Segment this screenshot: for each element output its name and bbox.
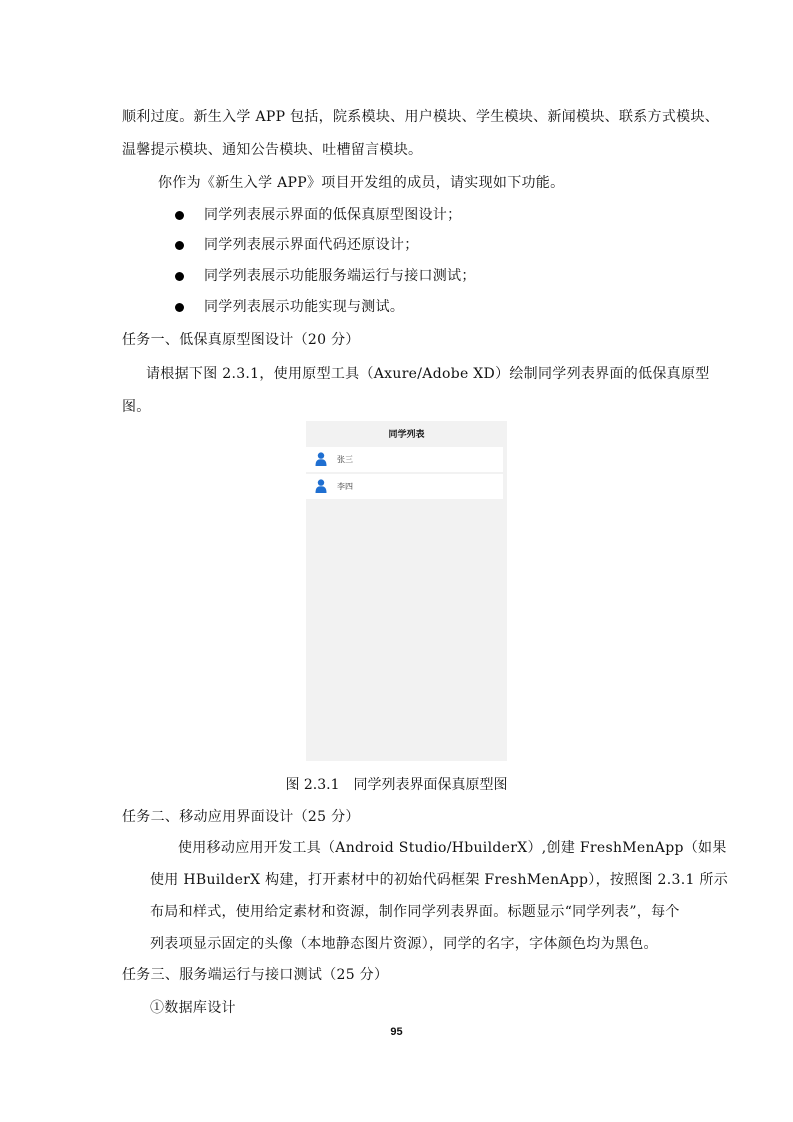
- list-item: [306, 447, 503, 472]
- bullet-item: 同学列表展示功能实现与测试。: [204, 299, 405, 315]
- paragraph-line: 顺利过度。新生入学 APP 包括，院系模块、用户模块、学生模块、新闻模块、联系方式模块、: [122, 109, 720, 125]
- bullet-icon: [175, 241, 184, 250]
- bullet-icon: [175, 272, 184, 281]
- task3-heading: 任务三、服务端运行与接口测试（25 分）: [122, 967, 389, 983]
- list-item: [306, 474, 503, 499]
- figure-caption: 图 2.3.1 同学列表界面保真原型图: [285, 777, 508, 793]
- subheading: ①数据库设计: [150, 1000, 236, 1016]
- student-name: 张三: [337, 455, 353, 464]
- paragraph-line: 使用 HBuilderX 构建，打开素材中的初始代码框架 FreshMenApp），按照图 2.3.1 所示: [150, 872, 729, 888]
- prototype-figure: [306, 421, 507, 761]
- paragraph-line: 温馨提示模块、通知公告模块、吐槽留言模块。: [122, 142, 423, 158]
- paragraph-line: 布局和样式，使用给定素材和资源，制作同学列表界面。标题显示“同学列表”，每个: [150, 904, 680, 920]
- bullet-item: 同学列表展示界面的低保真原型图设计；: [204, 207, 462, 223]
- paragraph-line: 列表项显示固定的头像（本地静态图片资源），同学的名字，字体颜色均为黑色。: [150, 936, 658, 952]
- task1-heading: 任务一、低保真原型图设计（20 分）: [122, 332, 360, 348]
- bullet-icon: [175, 303, 184, 312]
- paragraph-line: 使用移动应用开发工具（Android Studio/HbuilderX）,创建 FreshMenApp（如果: [178, 840, 727, 856]
- user-avatar-icon: [315, 452, 327, 466]
- prototype-title: 同学列表: [388, 430, 425, 440]
- paragraph-line: 你作为《新生入学 APP》项目开发组的成员，请实现如下功能。: [158, 175, 565, 191]
- bullet-item: 同学列表展示界面代码还原设计；: [204, 237, 419, 253]
- user-avatar-icon: [315, 479, 327, 493]
- page-number: 95: [390, 1026, 403, 1038]
- paragraph-line: 请根据下图 2.3.1，使用原型工具（Axure/Adobe XD）绘制同学列表界面的低保真原型: [146, 366, 710, 382]
- task2-heading: 任务二、移动应用界面设计（25 分）: [122, 809, 360, 825]
- bullet-icon: [175, 211, 184, 220]
- paragraph-line: 图。: [122, 399, 151, 415]
- student-name: 李四: [337, 482, 353, 491]
- bullet-item: 同学列表展示功能服务端运行与接口测试；: [204, 268, 476, 284]
